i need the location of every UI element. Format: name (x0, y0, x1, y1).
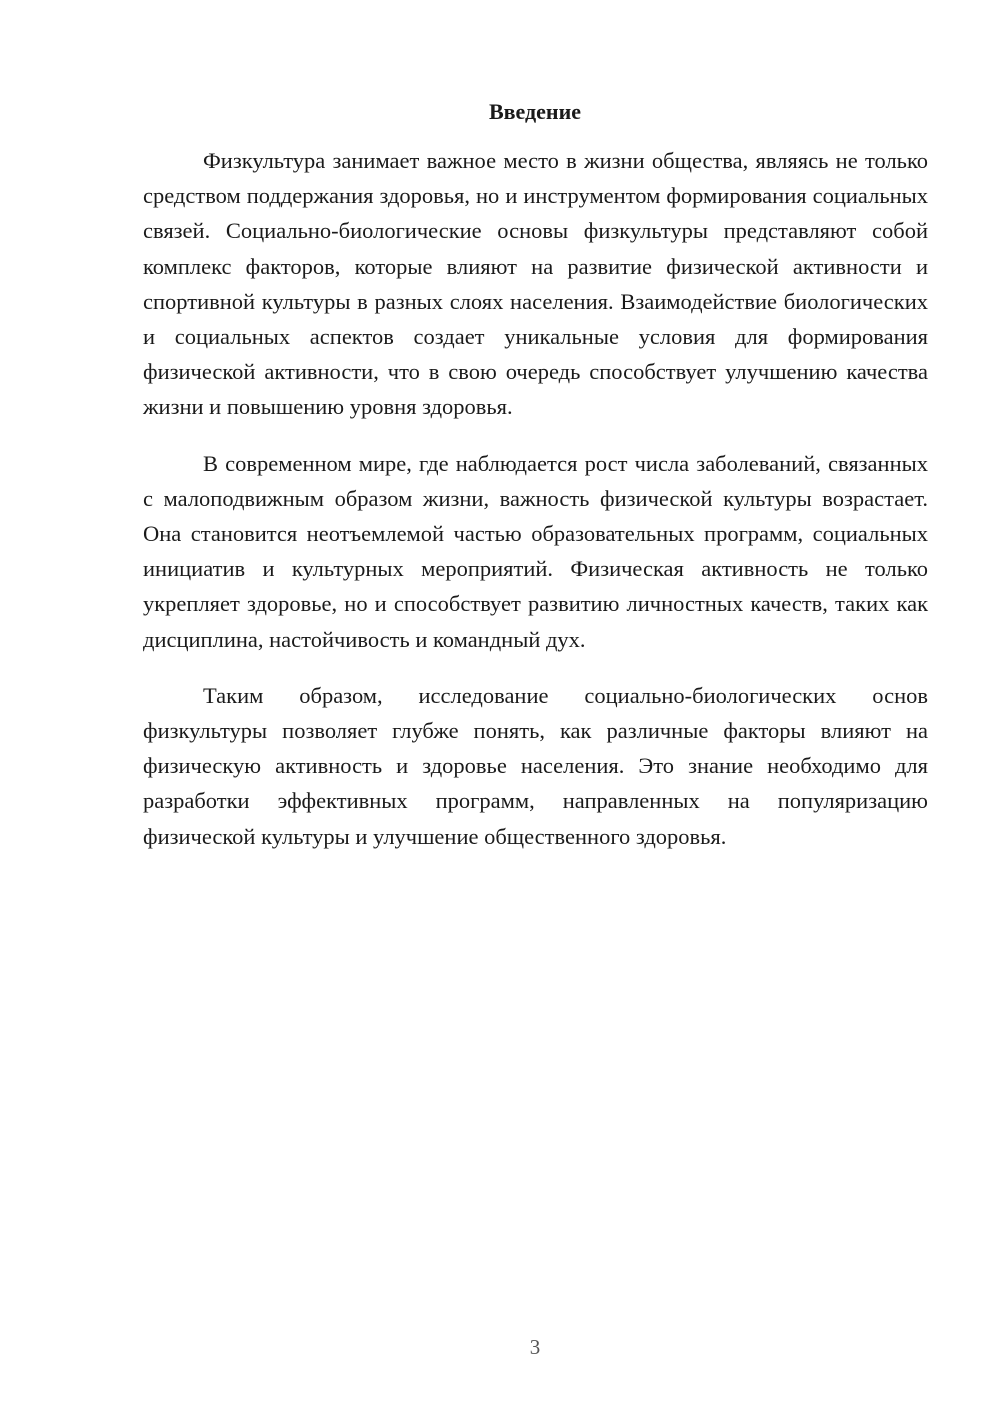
paragraph-3: Таким образом, исследование социально-биологических основ физкультуры позволяет глубже понять, как различные факторы влияют на физическую активность и здоровье населения. Это знание необходимо для разработки эффективных программ, направленных на популяризацию физической культуры и улучшение общественного здоровья. (143, 682, 928, 849)
paragraph-2: В современном мире, где наблюдается рост числа заболеваний, связанных с малоподвижным образом жизни, важность физической культуры возрастает. Она становится неотъемлемой частью образовательных программ, социальных инициатив и культурных мероприятий. Физическая активность не только укрепляет здоровье, но и способствует развитию личностных качеств, таких как дисциплина, настойчивость и командный дух. (143, 450, 928, 652)
body-text (143, 143, 928, 875)
paragraph-1: Физкультура занимает важное место в жизни общества, являясь не только средством поддержания здоровья, но и инструментом формирования социальных связей. Социально-биологические основы физкультуры представляют собой комплекс факторов, которые влияют на развитие физической активности и спортивной культуры в разных слоях населения. Взаимодействие биологических и социальных аспектов создает уникальные условия для формирования физической активности, что в свою очередь способствует улучшению качества жизни и повышению уровня здоровья. (143, 148, 928, 420)
page-number: 3 (529, 1335, 541, 1359)
section-heading: Введение (488, 99, 582, 124)
